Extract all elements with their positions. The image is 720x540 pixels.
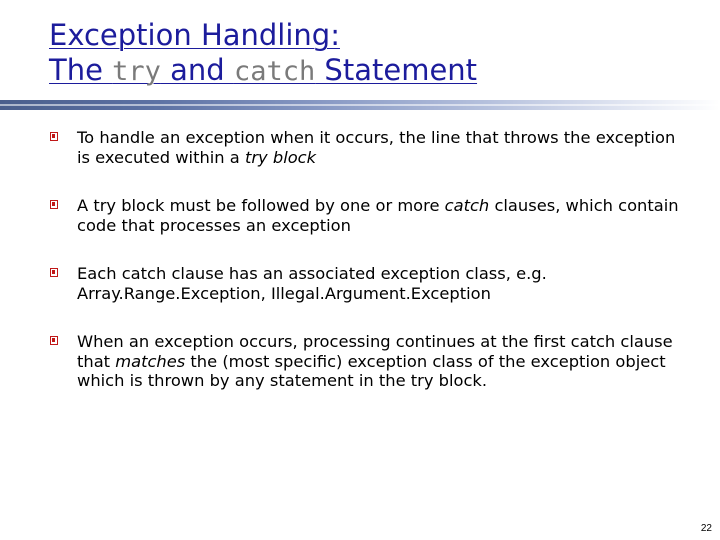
bullet-4-emphasis: matches xyxy=(115,351,186,371)
square-bullet-icon xyxy=(50,268,58,277)
bullet-2-text-b: clauses, which contain code that processes an exception xyxy=(77,196,679,235)
square-bullet-icon xyxy=(50,336,58,345)
page-number: 22 xyxy=(700,523,712,534)
bullet-list xyxy=(50,128,690,420)
title-keyword-catch: catch xyxy=(233,56,316,87)
bullet-1-emphasis: try block xyxy=(244,147,317,167)
slide-title xyxy=(49,18,477,89)
title-divider-highlight xyxy=(0,104,720,106)
bullet-1-text: To handle an exception when it occurs, the line that throws the exception is executed within a xyxy=(77,128,676,167)
title-line-2 xyxy=(49,53,477,89)
title-statement: Statement xyxy=(315,53,478,87)
title-the: The xyxy=(49,53,113,87)
title-and: and xyxy=(160,53,234,87)
title-line-1: Exception Handling: xyxy=(49,18,340,52)
bullet-item-2 xyxy=(50,196,690,235)
bullet-3-text: Each catch clause has an associated exception class, e.g. Array.Range.Exception, Illegal.Argument.Exception xyxy=(77,264,547,303)
bullet-4-text-b: the (most specific) exception class of the exception object which is thrown by any statement in the try block. xyxy=(77,351,666,390)
square-bullet-icon xyxy=(50,200,58,209)
bullet-item-4 xyxy=(50,332,690,391)
bullet-item-1 xyxy=(50,128,690,167)
bullet-2-emphasis: catch xyxy=(444,196,490,215)
title-keyword-try: try xyxy=(112,56,161,87)
bullet-4-text-a: When an exception occurs, processing continues at the first catch clause that xyxy=(77,332,673,371)
bullet-2-text-a: A try block must be followed by one or more xyxy=(77,196,445,215)
bullet-item-3 xyxy=(50,264,690,303)
square-bullet-icon xyxy=(50,132,58,141)
